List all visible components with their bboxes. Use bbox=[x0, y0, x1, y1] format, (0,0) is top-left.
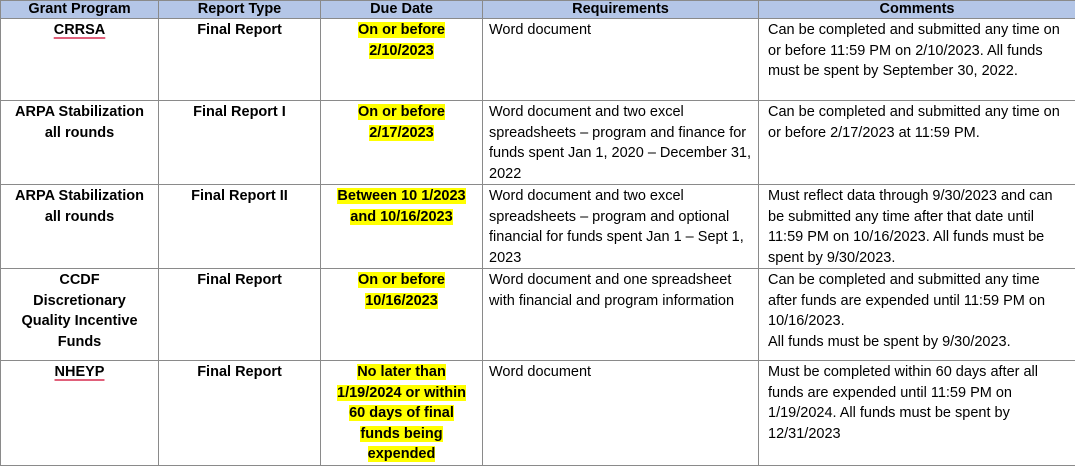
report-type-cell bbox=[159, 269, 321, 361]
header-grant-program: Grant Program bbox=[1, 1, 159, 19]
table-row bbox=[1, 185, 1075, 269]
comments-cell bbox=[759, 185, 1075, 269]
header-due-date: Due Date bbox=[321, 1, 483, 19]
requirements-cell bbox=[483, 269, 759, 361]
comments-text: Must be completed within 60 days after all funds are expended until 11:59 PM on 1/19/2024. All funds must be spent by 12/31/2023 bbox=[768, 364, 1038, 442]
report-type-text: Final Report I bbox=[193, 104, 286, 120]
due-date-line: and 10/16/2023 bbox=[350, 209, 452, 225]
grant-program-cell bbox=[1, 361, 159, 466]
table-row bbox=[1, 101, 1075, 185]
due-date-line: 10/16/2023 bbox=[365, 293, 438, 309]
grant-program-line: ARPA Stabilization bbox=[15, 188, 144, 204]
requirements-text: Word document bbox=[489, 22, 591, 38]
report-type-text: Final Report bbox=[197, 22, 282, 38]
report-type-text: Final Report bbox=[197, 272, 282, 288]
comments-text: Must reflect data through 9/30/2023 and can be submitted any time after that date until 11:59 PM on 10/16/2023. All funds must be spent by 9/30/2023. bbox=[768, 188, 1053, 266]
comments-text: Can be completed and submitted any time after funds are expended until 11:59 PM on 10/16/2023. bbox=[768, 272, 1045, 329]
requirements-cell bbox=[483, 185, 759, 269]
requirements-text: Word document bbox=[489, 364, 591, 380]
grant-program-name: CRRSA bbox=[54, 22, 106, 38]
grant-program-line: Funds bbox=[58, 334, 102, 350]
due-date-cell bbox=[321, 101, 483, 185]
requirements-cell bbox=[483, 361, 759, 466]
report-type-cell bbox=[159, 19, 321, 101]
grant-program-cell bbox=[1, 19, 159, 101]
comments-cell bbox=[759, 19, 1075, 101]
comments-text: Can be completed and submitted any time on or before 11:59 PM on 2/10/2023. All funds must be spent by September 30, 2022. bbox=[768, 22, 1060, 79]
grant-program-line: CCDF bbox=[59, 272, 99, 288]
due-date-line: On or before bbox=[358, 22, 445, 38]
due-date-line: 2/17/2023 bbox=[369, 125, 434, 141]
header-requirements: Requirements bbox=[483, 1, 759, 19]
due-date-line: 2/10/2023 bbox=[369, 43, 434, 59]
due-date-line: On or before bbox=[358, 272, 445, 288]
table-row bbox=[1, 269, 1075, 361]
comments-text: All funds must be spent by 9/30/2023. bbox=[768, 334, 1011, 350]
grant-program-line: ARPA Stabilization bbox=[15, 104, 144, 120]
due-date-line: funds being bbox=[360, 426, 442, 442]
grant-program-cell bbox=[1, 101, 159, 185]
grant-program-line: all rounds bbox=[45, 125, 114, 141]
table-row bbox=[1, 361, 1075, 466]
requirements-text: Word document and two excel spreadsheets – program and optional financial for funds spent Jan 1 – Sept 1, 2023 bbox=[489, 188, 744, 266]
requirements-cell bbox=[483, 19, 759, 101]
due-date-cell bbox=[321, 19, 483, 101]
due-date-line: No later than bbox=[357, 364, 446, 380]
report-type-cell bbox=[159, 185, 321, 269]
due-date-line: Between 10 1/2023 bbox=[337, 188, 465, 204]
table-row bbox=[1, 19, 1075, 101]
report-type-cell bbox=[159, 361, 321, 466]
due-date-line: expended bbox=[368, 446, 436, 462]
due-date-line: 60 days of final bbox=[349, 405, 454, 421]
requirements-cell bbox=[483, 101, 759, 185]
grant-program-line: Discretionary bbox=[33, 293, 126, 309]
requirements-text: Word document and one spreadsheet with financial and program information bbox=[489, 272, 734, 309]
header-comments: Comments bbox=[759, 1, 1075, 19]
due-date-cell bbox=[321, 185, 483, 269]
grant-program-name: NHEYP bbox=[55, 364, 105, 380]
comments-cell bbox=[759, 269, 1075, 361]
due-date-cell bbox=[321, 269, 483, 361]
header-row bbox=[1, 1, 1075, 19]
comments-text: Can be completed and submitted any time on or before 2/17/2023 at 11:59 PM. bbox=[768, 104, 1060, 141]
comments-cell bbox=[759, 101, 1075, 185]
grant-program-line: Quality Incentive bbox=[21, 313, 137, 329]
grant-program-line: all rounds bbox=[45, 209, 114, 225]
due-date-line: On or before bbox=[358, 104, 445, 120]
requirements-text: Word document and two excel spreadsheets – program and finance for funds spent Jan 1, 2020 – December 31, 2022 bbox=[489, 104, 751, 182]
report-type-text: Final Report II bbox=[191, 188, 288, 204]
report-type-cell bbox=[159, 101, 321, 185]
grant-program-cell bbox=[1, 185, 159, 269]
due-date-line: 1/19/2024 or within bbox=[337, 385, 466, 401]
header-report-type: Report Type bbox=[159, 1, 321, 19]
due-date-cell bbox=[321, 361, 483, 466]
grant-program-cell bbox=[1, 269, 159, 361]
comments-cell bbox=[759, 361, 1075, 466]
report-type-text: Final Report bbox=[197, 364, 282, 380]
